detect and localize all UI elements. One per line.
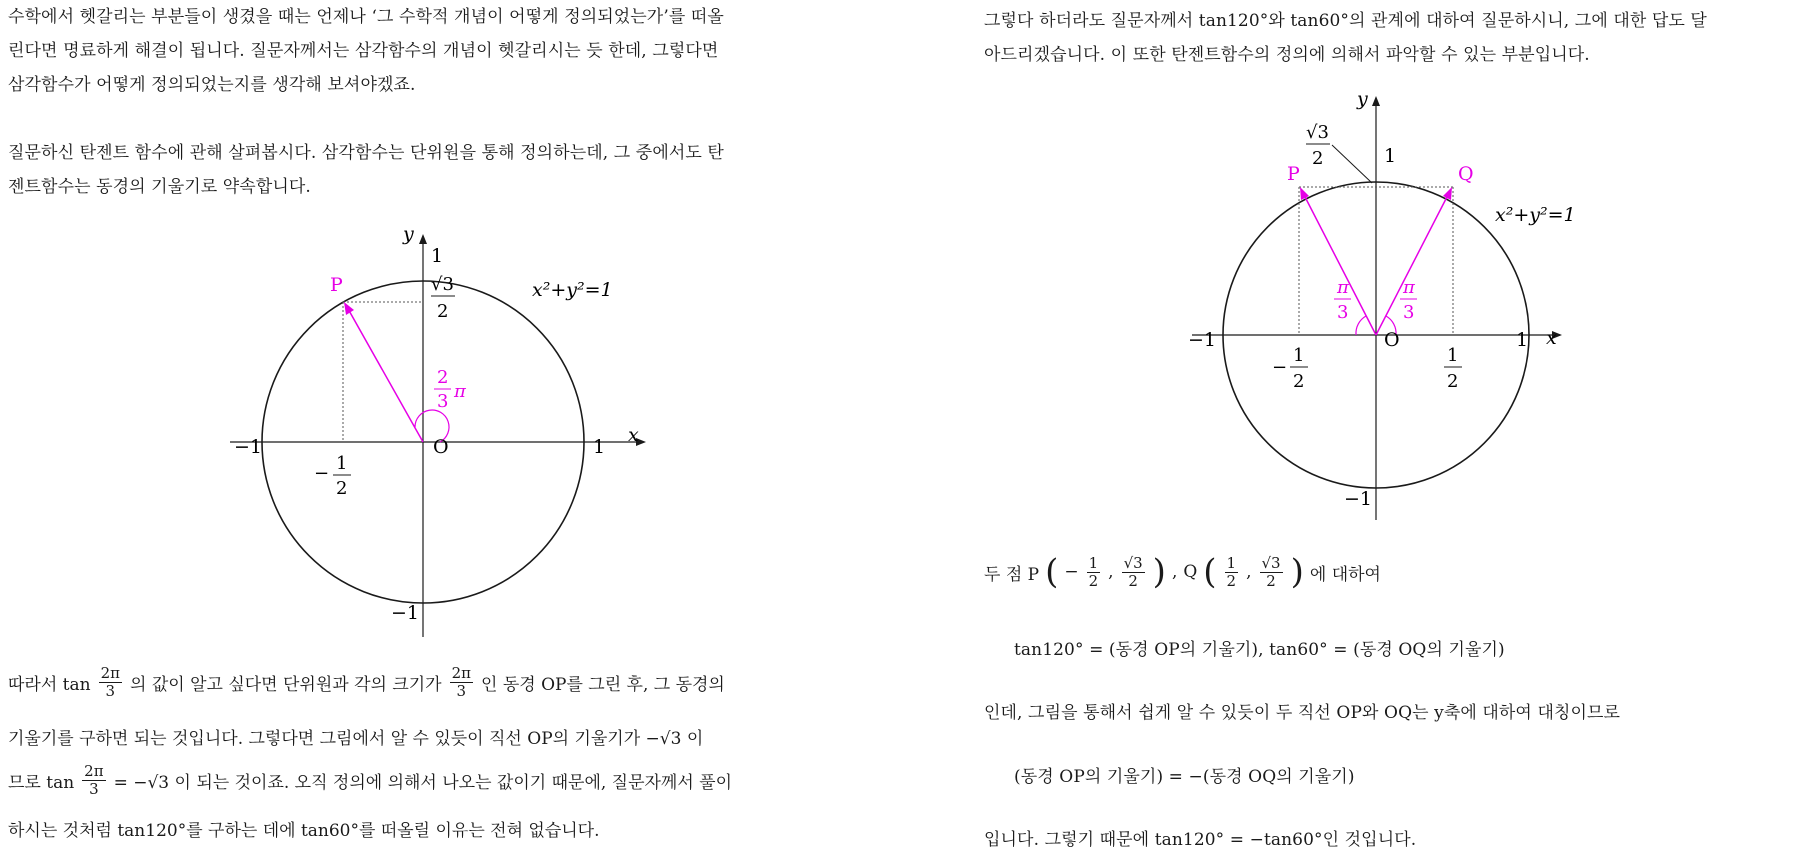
one-right-label: 1 xyxy=(1516,329,1529,351)
x-axis-label: x xyxy=(628,424,639,446)
sqrt3-leader xyxy=(1332,145,1372,183)
angle-left-denominator: 3 xyxy=(1337,302,1349,323)
angle-arc-left xyxy=(1356,316,1366,335)
sqrt3-numerator: √3 xyxy=(431,274,454,295)
unit-circle-figure-2 xyxy=(984,80,1784,520)
point-q-label: Q xyxy=(1458,163,1474,185)
neg-one-bottom-label: −1 xyxy=(391,602,420,624)
conclusion-line: 입니다. 그렇기 때문에 tan120° = −tan60°인 것입니다. xyxy=(984,830,1417,850)
sqrt3-denominator: 2 xyxy=(1312,148,1324,169)
tan-definition-line: tan120° = (동경 OP의 기울기), tan60° = (동경 OQ의 기울기) xyxy=(1014,640,1505,660)
circle-equation: x²+y²=1 xyxy=(1495,204,1576,226)
angle-left-numerator: π xyxy=(1337,277,1349,298)
circle-equation: x²+y²=1 xyxy=(532,279,613,301)
y-axis-arrow xyxy=(419,234,427,244)
angle-numerator: 2 xyxy=(437,367,449,388)
radius-op-arrow xyxy=(344,302,354,315)
neg-one-bottom-label: −1 xyxy=(1344,488,1373,510)
slope-relation-line: (동경 OP의 기울기) = −(동경 OQ의 기울기) xyxy=(1014,767,1355,787)
point-p-label: P xyxy=(330,274,343,296)
intro-line-1: 수학에서 헷갈리는 부분들이 생겼을 때는 언제나 ‘그 수학적 개념이 어떻게 정의되었는가’를 떠올 xyxy=(8,7,724,27)
angle-right-numerator: π xyxy=(1403,277,1415,298)
neg-half-numerator: 1 xyxy=(1293,345,1305,366)
origin-label: O xyxy=(1384,329,1400,351)
radius-op xyxy=(347,307,423,442)
y-axis-label: y xyxy=(1357,88,1368,110)
origin-label: O xyxy=(433,436,449,458)
sqrt3-numerator: √3 xyxy=(1306,122,1329,143)
line-2: 기울기를 구하면 되는 것입니다. 그렇다면 그림에서 알 수 있듯이 직선 OP의 기울기가 −√3 이 xyxy=(8,728,704,749)
y-axis-label: y xyxy=(403,223,414,245)
half-numerator: 1 xyxy=(1447,345,1459,366)
line-1: 따라서 tan $\frac{2\pi}{3}$ 의 값이 알고 싶다면 단위원과 각의 크기가 $\frac{2\pi}{3}$ 인 동경 OP를 그린 후, 그 동경의 xyxy=(8,663,725,700)
intro-line-3: 삼각함수가 어떻게 정의되었는지를 생각해 보셔야겠죠. xyxy=(8,75,416,95)
line-4: 하시는 것처럼 tan120°를 구하는 데에 tan60°를 떠올릴 이유는 전혀 없습니다. xyxy=(8,820,600,841)
sqrt3-denominator: 2 xyxy=(437,301,449,322)
half-denominator: 2 xyxy=(336,478,348,499)
angle-denominator: 3 xyxy=(437,391,449,412)
points-line: 두 점 P ( − $\frac{1}{2}$ , $\frac{√3}{2}$ ) , Q ( $\frac{1}{2}$ , $\frac{√3}{2}$ ) 에 대하여 xyxy=(984,552,1381,592)
neg-half-sign: − xyxy=(1272,357,1288,378)
one-top-label: 1 xyxy=(431,245,444,267)
unit-circle-figure-1 xyxy=(8,220,860,640)
one-top-label: 1 xyxy=(1384,145,1397,167)
right-intro-line-2: 아드리겠습니다. 이 또한 탄젠트함수의 정의에 의해서 파악할 수 있는 부분입니다. xyxy=(984,45,1590,65)
half-denominator: 2 xyxy=(1447,371,1459,392)
tangent-intro-line-2: 젠트함수는 동경의 기울기로 약속합니다. xyxy=(8,177,311,197)
point-p-label: P xyxy=(1287,163,1300,185)
right-intro-line-1: 그렇다 하더라도 질문자께서 tan120°와 tan60°의 관계에 대하여 질문하시니, 그에 대한 답도 달 xyxy=(984,11,1707,31)
angle-pi: π xyxy=(454,381,466,402)
x-axis-label: x xyxy=(1546,327,1557,349)
neg-one-left-label: −1 xyxy=(1188,329,1217,351)
neg-half-sign: − xyxy=(314,463,330,484)
symmetry-line: 인데, 그림을 통해서 쉽게 알 수 있듯이 두 직선 OP와 OQ는 y축에 대하여 대칭이므로 xyxy=(984,703,1621,723)
neg-half-denominator: 2 xyxy=(1293,371,1305,392)
line-3: 므로 tan $\frac{2\pi}{3}$ = −√3 이 되는 것이죠. 오직 정의에 의해서 나오는 값이기 때문에, 질문자께서 풀이 xyxy=(8,761,733,798)
y-axis-arrow xyxy=(1372,96,1380,106)
intro-line-2: 린다면 명료하게 해결이 됩니다. 질문자께서는 삼각함수의 개념이 헷갈리시는 듯 한데, 그렇다면 xyxy=(8,41,719,61)
half-numerator: 1 xyxy=(336,453,348,474)
tangent-intro-line-1: 질문하신 탄젠트 함수에 관해 살펴봅시다. 삼각함수는 단위원을 통해 정의하는데, 그 중에서도 탄 xyxy=(8,143,724,163)
one-right-label: 1 xyxy=(593,436,606,458)
angle-right-denominator: 3 xyxy=(1403,302,1415,323)
neg-one-left-label: −1 xyxy=(234,436,263,458)
